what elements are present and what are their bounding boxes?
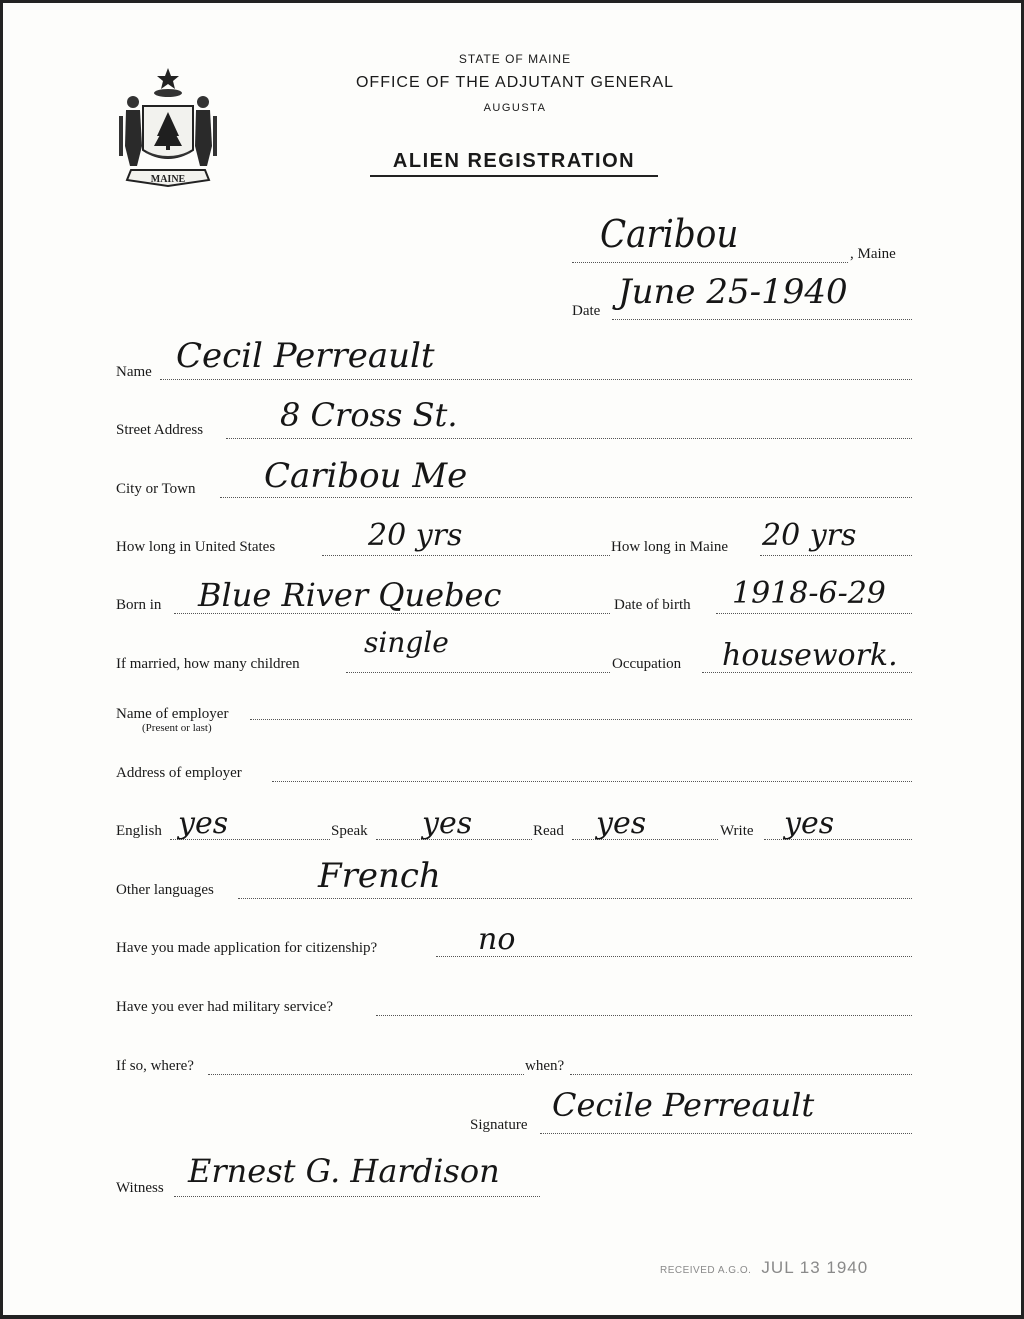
read-value: yes bbox=[596, 806, 647, 841]
received-stamp bbox=[660, 1258, 868, 1278]
signature-value: Cecile Perreault bbox=[552, 1086, 815, 1124]
citizenship-label: Have you made application for citizenship? bbox=[116, 940, 378, 956]
scan-border-left bbox=[0, 0, 3, 1319]
when-line bbox=[570, 1074, 912, 1075]
speak-value: yes bbox=[422, 806, 473, 841]
born-in-value: Blue River Quebec bbox=[198, 576, 502, 614]
city-label: City or Town bbox=[116, 481, 196, 497]
signature-line bbox=[540, 1133, 912, 1134]
header-state: STATE OF MAINE bbox=[458, 52, 572, 66]
occupation-value: housework. bbox=[722, 638, 898, 673]
read-label: Read bbox=[533, 823, 564, 839]
town-line bbox=[572, 262, 848, 263]
city-value: Caribou Me bbox=[264, 456, 468, 496]
witness-line bbox=[174, 1196, 540, 1197]
where-label: If so, where? bbox=[116, 1058, 194, 1074]
children-line bbox=[346, 672, 610, 673]
form-title: ALIEN REGISTRATION bbox=[370, 150, 658, 177]
received-stamp-text: RECEIVED A.G.O. bbox=[660, 1265, 752, 1276]
other-languages-line bbox=[238, 898, 912, 899]
how-long-us-label: How long in United States bbox=[116, 539, 276, 555]
date-of-birth-value: 1918-6-29 bbox=[732, 576, 886, 611]
header-office: OFFICE OF THE ADJUTANT GENERAL bbox=[355, 74, 675, 91]
date-of-birth-line bbox=[716, 613, 912, 614]
witness-label: Witness bbox=[116, 1180, 164, 1196]
how-long-maine-line bbox=[760, 555, 912, 556]
employer-name-note: (Present or last) bbox=[142, 722, 212, 734]
received-stamp-date: JUL 13 1940 bbox=[761, 1258, 869, 1277]
street-address-line bbox=[226, 438, 912, 439]
scan-border-top bbox=[0, 0, 1024, 3]
street-address-label: Street Address bbox=[116, 422, 204, 438]
employer-address-line bbox=[272, 781, 912, 782]
how-long-maine-value: 20 yrs bbox=[762, 518, 857, 553]
scan-border-bottom bbox=[0, 1315, 1024, 1319]
date-label: Date bbox=[572, 303, 601, 319]
military-line bbox=[376, 1015, 912, 1016]
where-line bbox=[208, 1074, 524, 1075]
born-in-label: Born in bbox=[116, 597, 162, 613]
header-city: AUGUSTA bbox=[483, 102, 547, 114]
employer-name-label: Name of employer bbox=[116, 706, 229, 722]
state-of-maine-seal-icon bbox=[113, 66, 223, 190]
other-languages-value: French bbox=[318, 856, 441, 896]
when-label: when? bbox=[525, 1058, 565, 1074]
town-value: Caribou bbox=[600, 212, 739, 256]
signature-label: Signature bbox=[470, 1117, 528, 1133]
citizenship-value: no bbox=[478, 922, 516, 957]
date-value: June 25-1940 bbox=[618, 272, 848, 312]
occupation-label: Occupation bbox=[612, 656, 682, 672]
write-label: Write bbox=[720, 823, 754, 839]
write-value: yes bbox=[784, 806, 835, 841]
other-languages-label: Other languages bbox=[116, 882, 214, 898]
children-value: single bbox=[364, 626, 449, 659]
speak-label: Speak bbox=[331, 823, 368, 839]
how-long-us-value: 20 yrs bbox=[368, 518, 463, 553]
date-of-birth-label: Date of birth bbox=[614, 597, 691, 613]
how-long-us-line bbox=[322, 555, 610, 556]
street-address-value: 8 Cross St. bbox=[280, 396, 458, 434]
maine-label: , Maine bbox=[850, 246, 896, 262]
children-label: If married, how many children bbox=[116, 656, 300, 672]
name-label: Name bbox=[116, 364, 152, 380]
how-long-maine-label: How long in Maine bbox=[611, 539, 729, 555]
military-label: Have you ever had military service? bbox=[116, 999, 333, 1015]
employer-name-line bbox=[250, 719, 912, 720]
witness-value: Ernest G. Hardison bbox=[188, 1152, 500, 1190]
english-label: English bbox=[116, 823, 162, 839]
city-line bbox=[220, 497, 912, 498]
date-line bbox=[612, 319, 912, 320]
name-value: Cecil Perreault bbox=[176, 336, 435, 376]
seal-banner-text: MAINE bbox=[150, 174, 186, 185]
name-line bbox=[160, 379, 912, 380]
english-value: yes bbox=[178, 806, 229, 841]
employer-address-label: Address of employer bbox=[116, 765, 242, 781]
